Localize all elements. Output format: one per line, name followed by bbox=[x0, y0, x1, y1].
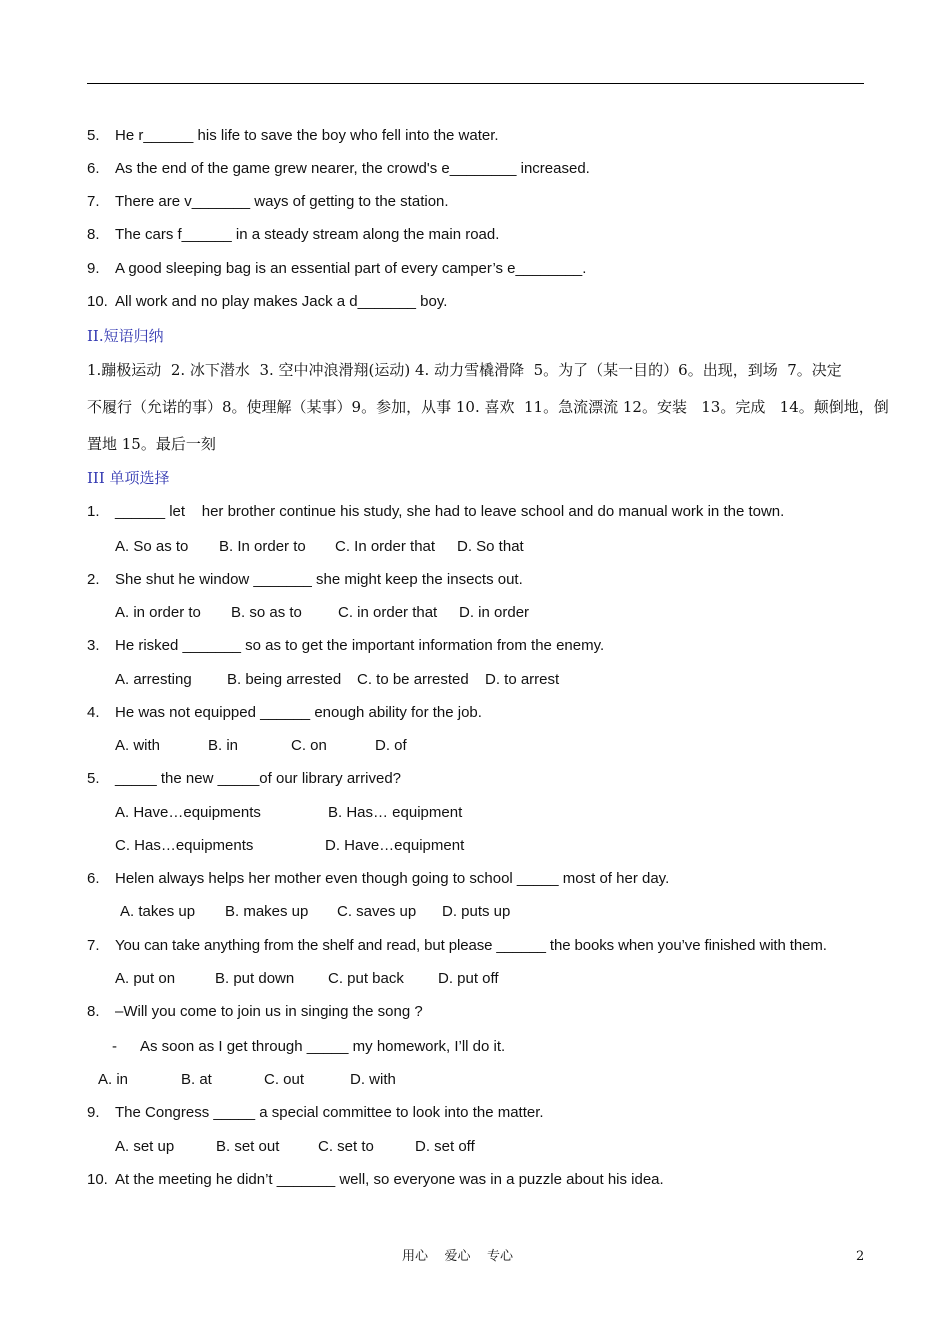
question-text: At the meeting he didn’t _______ well, so everyone was in a puzzle about his idea. bbox=[115, 1171, 664, 1188]
option-c: C. to be arrested bbox=[357, 671, 469, 688]
option-a: A. set up bbox=[115, 1138, 175, 1155]
option-d: D. of bbox=[375, 737, 407, 754]
option-b: B. makes up bbox=[225, 903, 309, 920]
option-d: D. with bbox=[350, 1071, 396, 1088]
option-c: C. Has…equipments bbox=[115, 837, 254, 854]
question-number: 10. bbox=[87, 1171, 108, 1188]
option-b: B. at bbox=[181, 1071, 212, 1088]
question-number: 6. bbox=[87, 870, 100, 887]
option-a: A. in order to bbox=[115, 604, 201, 621]
phrase-line: 置地 15。最后一刻 bbox=[87, 435, 216, 453]
option-b: B. in bbox=[208, 737, 239, 754]
option-a: A. takes up bbox=[120, 903, 196, 920]
option-d: D. in order bbox=[459, 604, 530, 621]
question-text: ______ let her brother continue his study, she had to leave school and do manual work in the town. bbox=[115, 503, 785, 520]
question-text: The cars f______ in a steady stream along the main road. bbox=[115, 226, 500, 243]
question-number: 7. bbox=[87, 937, 100, 954]
question-text: All work and no play makes Jack a d_______ boy. bbox=[115, 293, 448, 310]
option-b: B. being arrested bbox=[227, 671, 342, 688]
option-d: D. to arrest bbox=[485, 671, 560, 688]
option-d: D. puts up bbox=[442, 903, 511, 920]
option-d: D. set off bbox=[415, 1138, 475, 1155]
question-text: You can take anything from the shelf and read, but please ______ the books when you’ve finished with them. bbox=[115, 937, 827, 954]
item-number: 9. bbox=[87, 260, 100, 277]
option-b: B. Has… equipment bbox=[328, 804, 463, 821]
question-text: Helen always helps her mother even though going to school _____ most of her day. bbox=[115, 870, 670, 887]
item-number: 6. bbox=[87, 160, 100, 177]
item-number: 8. bbox=[87, 226, 100, 243]
option-a: A. in bbox=[98, 1071, 129, 1088]
option-c: C. put back bbox=[328, 970, 404, 987]
section-heading-phrases: II.短语归纳 bbox=[87, 327, 164, 345]
option-d: D. So that bbox=[457, 538, 524, 555]
question-text: A good sleeping bag is an essential part of every camper’s e________. bbox=[115, 260, 587, 277]
option-c: C. saves up bbox=[337, 903, 417, 920]
reply-text: As soon as I get through _____ my homework, I’ll do it. bbox=[140, 1038, 506, 1055]
option-c: C. in order that bbox=[338, 604, 438, 621]
page-number: 2 bbox=[856, 1249, 865, 1264]
question-text: He risked _______ so as to get the important information from the enemy. bbox=[115, 637, 605, 654]
option-a: A. with bbox=[115, 737, 161, 754]
option-d: D. put off bbox=[438, 970, 499, 987]
question-text: He r______ his life to save the boy who fell into the water. bbox=[115, 127, 499, 144]
reply-dash: - bbox=[112, 1038, 117, 1055]
question-number: 9. bbox=[87, 1104, 100, 1121]
option-c: C. on bbox=[291, 737, 327, 754]
question-number: 1. bbox=[87, 503, 100, 520]
question-text: There are v_______ ways of getting to the station. bbox=[115, 193, 449, 210]
section-heading-choice: III 单项选择 bbox=[87, 469, 170, 487]
item-number: 10. bbox=[87, 293, 108, 310]
question-text: –Will you come to join us in singing the song ? bbox=[115, 1003, 423, 1020]
question-text: The Congress _____ a special committee to look into the matter. bbox=[115, 1104, 544, 1121]
phrase-line: 不履行（允诺的事）8。使理解（某事）9。参加，从事 10. 喜欢 11。急流漂流 12。安装 13。完成 14。颠倒地，倒 bbox=[87, 398, 889, 416]
option-b: B. In order to bbox=[219, 538, 306, 555]
item-number: 5. bbox=[87, 127, 100, 144]
option-c: C. In order that bbox=[335, 538, 436, 555]
question-number: 4. bbox=[87, 704, 100, 721]
question-text: She shut he window _______ she might keep the insects out. bbox=[115, 571, 523, 588]
option-a: A. put on bbox=[115, 970, 176, 987]
question-number: 5. bbox=[87, 770, 100, 787]
footer-motto: 用心 爱心 专心 bbox=[402, 1249, 514, 1264]
option-b: B. put down bbox=[215, 970, 295, 987]
option-c: C. out bbox=[264, 1071, 305, 1088]
option-c: C. set to bbox=[318, 1138, 374, 1155]
phrase-line: 1.蹦极运动 2. 冰下潜水 3. 空中冲浪滑翔(运动) 4. 动力雪橇滑降 5。为了（某一目的）6。出现，到场 7。决定 bbox=[87, 361, 842, 379]
question-number: 3. bbox=[87, 637, 100, 654]
question-text: As the end of the game grew nearer, the crowd's e________ increased. bbox=[115, 160, 590, 177]
option-a: A. So as to bbox=[115, 538, 189, 555]
question-number: 8. bbox=[87, 1003, 100, 1020]
question-text: He was not equipped ______ enough ability for the job. bbox=[115, 704, 482, 721]
option-a: A. Have…equipments bbox=[115, 804, 261, 821]
option-b: B. so as to bbox=[231, 604, 302, 621]
item-number: 7. bbox=[87, 193, 100, 210]
option-b: B. set out bbox=[216, 1138, 280, 1155]
question-number: 2. bbox=[87, 571, 100, 588]
option-a: A. arresting bbox=[115, 671, 192, 688]
question-text: _____ the new _____of our library arrived? bbox=[115, 770, 402, 787]
header-rule bbox=[87, 83, 864, 84]
option-d: D. Have…equipment bbox=[325, 837, 465, 854]
